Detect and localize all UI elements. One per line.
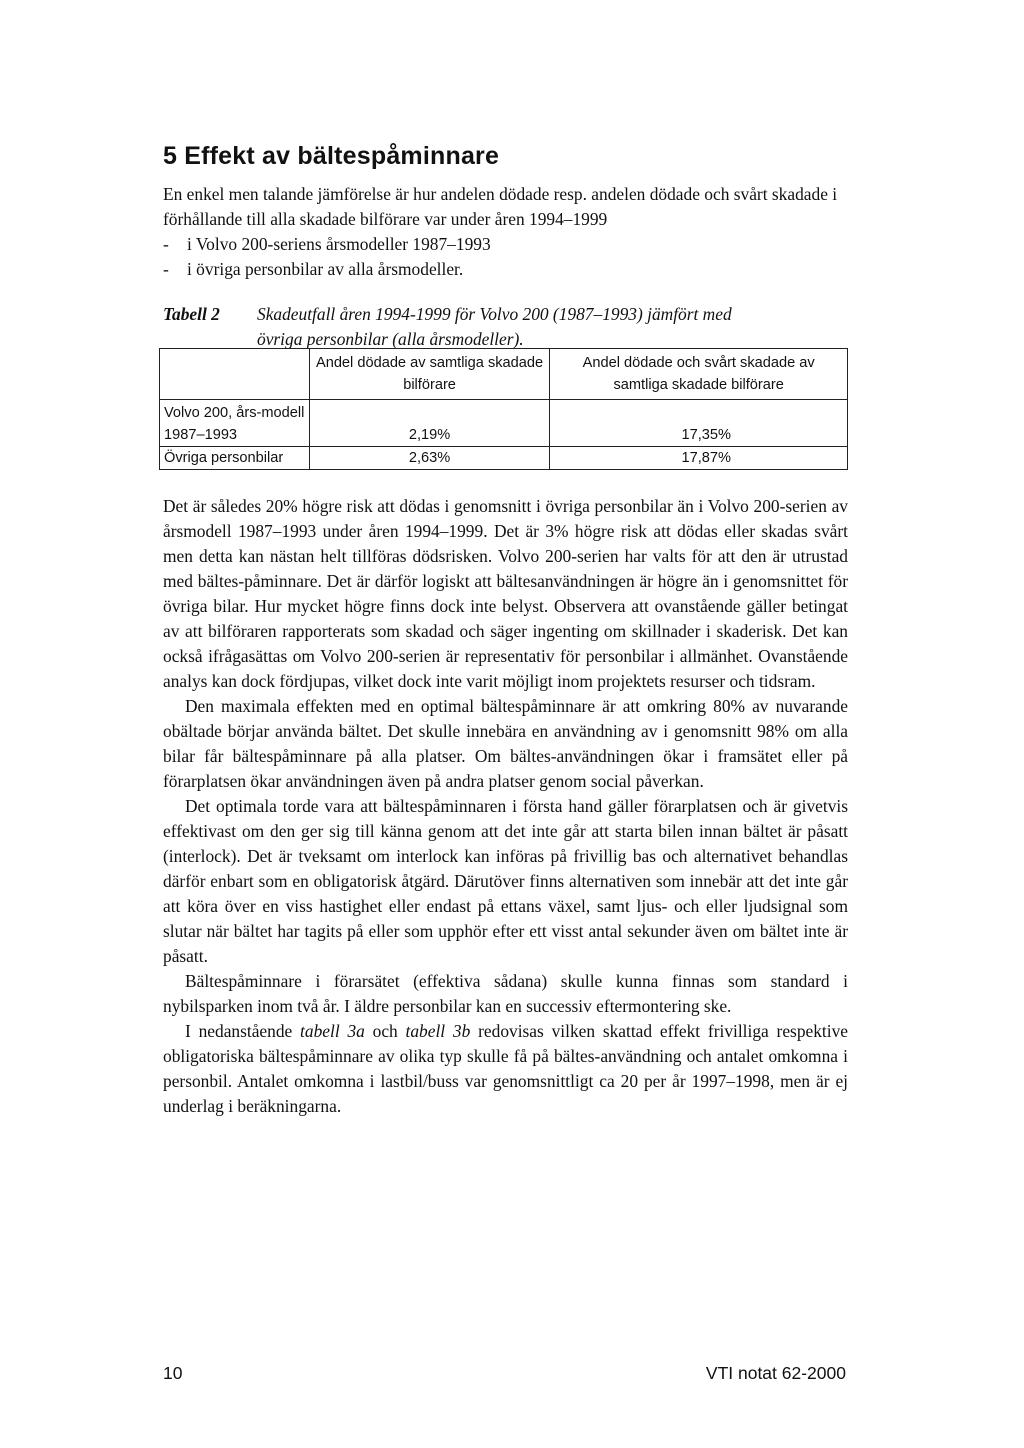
body-text <box>163 494 848 1119</box>
header-cell: Andel dödade och svårt skadade av samtliga skadade bilförare <box>550 349 848 400</box>
publication-id: VTI notat 62-2000 <box>705 1363 846 1383</box>
paragraph: Det är således 20% högre risk att dödas i genomsnitt i övriga personbilar än i Volvo 200-serien av årsmodell 1987–1993 under åren 1994–1999. Det är 3% högre risk att dödas eller skadas svårt men detta kan nästan helt tillföras dödsrisken. Volvo 200-serien har valts för att den är utrustad med bältes-påminnare. Det är därför logiskt att bältesanvändningen är högre än i genomsnittet för övriga bilar. Hur mycket högre finns dock inte belyst. Observera att ovanstående gäller betingat av att bilföraren rapporterats som skadad och säger ingenting om skillnader i skaderisk. Det kan också ifrågasättas om Volvo 200-serien är representativ för personbilar i allmänhet. Ovanstående analys kan dock fördjupas, vilket dock inte varit möjligt inom projektets resurser och tidsram. <box>163 496 848 691</box>
intro-text: En enkel men talande jämförelse är hur andelen dödade resp. andelen dödade och svårt skadade i förhållande till alla skadade bilförare var under åren 1994–1999 <box>163 184 838 229</box>
table-caption-text-cont: övriga personbilar (alla årsmodeller). <box>257 329 524 349</box>
section-heading: 5 Effekt av bältespåminnare <box>163 142 500 170</box>
table-cell: 17,87% <box>550 447 848 470</box>
header-cell: Andel dödade av samtliga skadade bilförare <box>309 349 550 400</box>
page-number: 10 <box>163 1363 183 1383</box>
table-cell: 2,63% <box>309 447 550 470</box>
table-caption <box>163 302 853 352</box>
paragraph: I nedanstående tabell 3a och tabell 3b redovisas vilken skattad effekt frivilliga respektive obligatoriska bältespåminnare av olika typ skulle få på bältes-användning och antalet omkomna i personbil. Antalet omkomna i lastbil/buss var genomsnittligt ca 20 per år 1997–1998, men är ej underlag i beräkningarna. <box>163 1021 849 1116</box>
table-row <box>160 400 848 447</box>
bullet-item: - i Volvo 200-seriens årsmodeller 1987–1993 <box>163 234 491 254</box>
data-table <box>159 348 848 470</box>
table-cell: 17,35% <box>550 400 848 447</box>
row-label: Övriga personbilar <box>160 447 310 470</box>
header-cell-empty <box>160 349 310 400</box>
table-row <box>160 447 848 470</box>
paragraph: Det optimala torde vara att bältespåminnaren i första hand gäller förarplatsen och är givetvis effektivast om den ger sig till känna genom att det inte går att starta bilen innan bältet är påsatt (interlock). Det är tveksamt om interlock kan införas på frivillig bas och alternativet behandlas därför enbart som en obligatorisk åtgärd. Därutöver finns alternativen som innebär att det inte går att köra över en viss hastighet eller endast på ettans växel, samt ljus- och eller ljudsignal som slutar när bältet har tagits på eller som upphör efter ett visst antal sekunder även om bältet inte är påsatt. <box>163 796 848 966</box>
table-caption-text: Skadeutfall åren 1994-1999 för Volvo 200 (1987–1993) jämfört med <box>257 304 732 324</box>
bullet-item: - i övriga personbilar av alla årsmodeller. <box>163 259 464 279</box>
table-cell: 2,19% <box>309 400 550 447</box>
row-label: Volvo 200, års-modell 1987–1993 <box>160 400 310 447</box>
paragraph: Den maximala effekten med en optimal bältespåminnare är att omkring 80% av nuvarande obältade börjar använda bältet. Det skulle innebära en användning av i genomsnitt 98% om alla bilar får bältespåminnare på alla platser. Om bältes-användningen ökar i framsätet eller på förarplatsen ökar användningen även på andra platser genom social påverkan. <box>163 696 848 791</box>
table-reference: tabell 3b <box>405 1021 471 1041</box>
table-reference: tabell 3a <box>300 1021 365 1041</box>
table-header-row <box>160 349 848 400</box>
table-caption-label: Tabell 2 <box>163 304 220 324</box>
paragraph: Bältespåminnare i förarsätet (effektiva sådana) skulle kunna finnas som standard i nybilsparken inom två år. I äldre personbilar kan en successiv eftermontering ske. <box>163 971 848 1016</box>
intro-paragraph <box>163 182 853 282</box>
